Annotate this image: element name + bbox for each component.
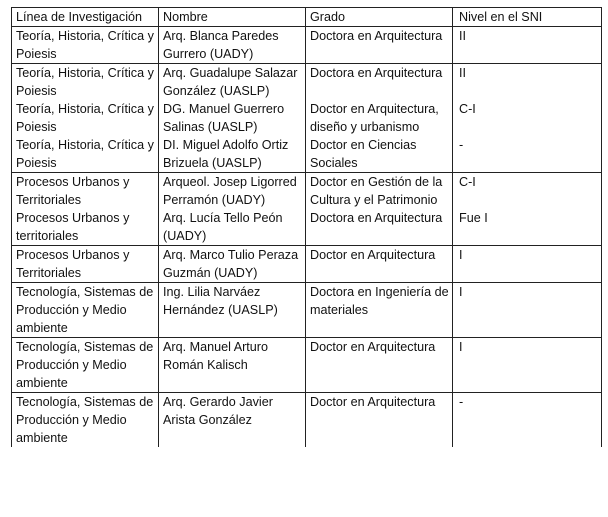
cell-nombre: Arq. Gerardo Javier Arista González: [159, 393, 306, 448]
cell-nombre: Ing. Lilia Narváez Hernández (UASLP): [159, 283, 306, 338]
cell-nombre: Arq. Manuel Arturo Román Kalisch: [159, 338, 306, 393]
table-row: [12, 393, 602, 448]
cell-grado: Doctora en Arquitectura: [306, 64, 453, 101]
cell-nombre: Arqueol. Josep Ligorred Perramón (UADY): [159, 173, 306, 210]
cell-linea: Teoría, Historia, Crítica y Poiesis: [12, 64, 159, 101]
header-nivel-sni: Nivel en el SNI: [453, 8, 602, 27]
cell-nivel: C-I: [453, 173, 602, 210]
header-nombre: Nombre: [159, 8, 306, 27]
cell-nivel: II: [453, 64, 602, 101]
cell-linea: Teoría, Historia, Crítica y Poiesis: [12, 136, 159, 173]
cell-nivel: Fue I: [453, 209, 602, 246]
cell-linea: Tecnología, Sistemas de Producción y Medio ambiente: [12, 338, 159, 393]
cell-grado: Doctor en Arquitectura: [306, 393, 453, 448]
cell-linea: Tecnología, Sistemas de Producción y Medio ambiente: [12, 393, 159, 448]
table-row: [12, 209, 602, 246]
cell-linea: Procesos Urbanos y Territoriales: [12, 246, 159, 283]
cell-nombre: DG. Manuel Guerrero Salinas (UASLP): [159, 100, 306, 136]
table-row: [12, 338, 602, 393]
cell-grado: Doctor en Arquitectura, diseño y urbanismo: [306, 100, 453, 136]
cell-nivel: I: [453, 283, 602, 338]
cell-nivel: -: [453, 136, 602, 173]
cell-linea: Tecnología, Sistemas de Producción y Medio ambiente: [12, 283, 159, 338]
cell-nombre: Arq. Guadalupe Salazar González (UASLP): [159, 64, 306, 101]
cell-nombre: Arq. Blanca Paredes Gurrero (UADY): [159, 27, 306, 64]
cell-nivel: C-I: [453, 100, 602, 136]
researchers-table-container: [11, 7, 601, 447]
cell-linea: Teoría, Historia, Crítica y Poiesis: [12, 27, 159, 64]
cell-grado: Doctora en Arquitectura: [306, 209, 453, 246]
header-grado: Grado: [306, 8, 453, 27]
cell-linea: Procesos Urbanos y territoriales: [12, 209, 159, 246]
header-linea: Línea de Investigación: [12, 8, 159, 27]
table-row: [12, 136, 602, 173]
table-row: [12, 100, 602, 136]
cell-linea: Procesos Urbanos y Territoriales: [12, 173, 159, 210]
cell-nivel: I: [453, 338, 602, 393]
table-header-row: [12, 8, 602, 27]
cell-grado: Doctor en Arquitectura: [306, 338, 453, 393]
table-row: [12, 283, 602, 338]
cell-nivel: I: [453, 246, 602, 283]
cell-grado: Doctora en Ingeniería de materiales: [306, 283, 453, 338]
table-row: [12, 173, 602, 210]
table-row: [12, 27, 602, 64]
cell-grado: Doctor en Gestión de la Cultura y el Patrimonio: [306, 173, 453, 210]
cell-nombre: Arq. Lucía Tello Peón (UADY): [159, 209, 306, 246]
cell-grado: Doctor en Ciencias Sociales: [306, 136, 453, 173]
cell-nivel: II: [453, 27, 602, 64]
cell-nombre: DI. Miguel Adolfo Ortiz Brizuela (UASLP): [159, 136, 306, 173]
cell-grado: Doctora en Arquitectura: [306, 27, 453, 64]
cell-grado: Doctor en Arquitectura: [306, 246, 453, 283]
cell-nombre: Arq. Marco Tulio Peraza Guzmán (UADY): [159, 246, 306, 283]
table-row: [12, 246, 602, 283]
cell-linea: Teoría, Historia, Crítica y Poiesis: [12, 100, 159, 136]
table-row: [12, 64, 602, 101]
researchers-table: [11, 7, 602, 447]
cell-nivel: -: [453, 393, 602, 448]
